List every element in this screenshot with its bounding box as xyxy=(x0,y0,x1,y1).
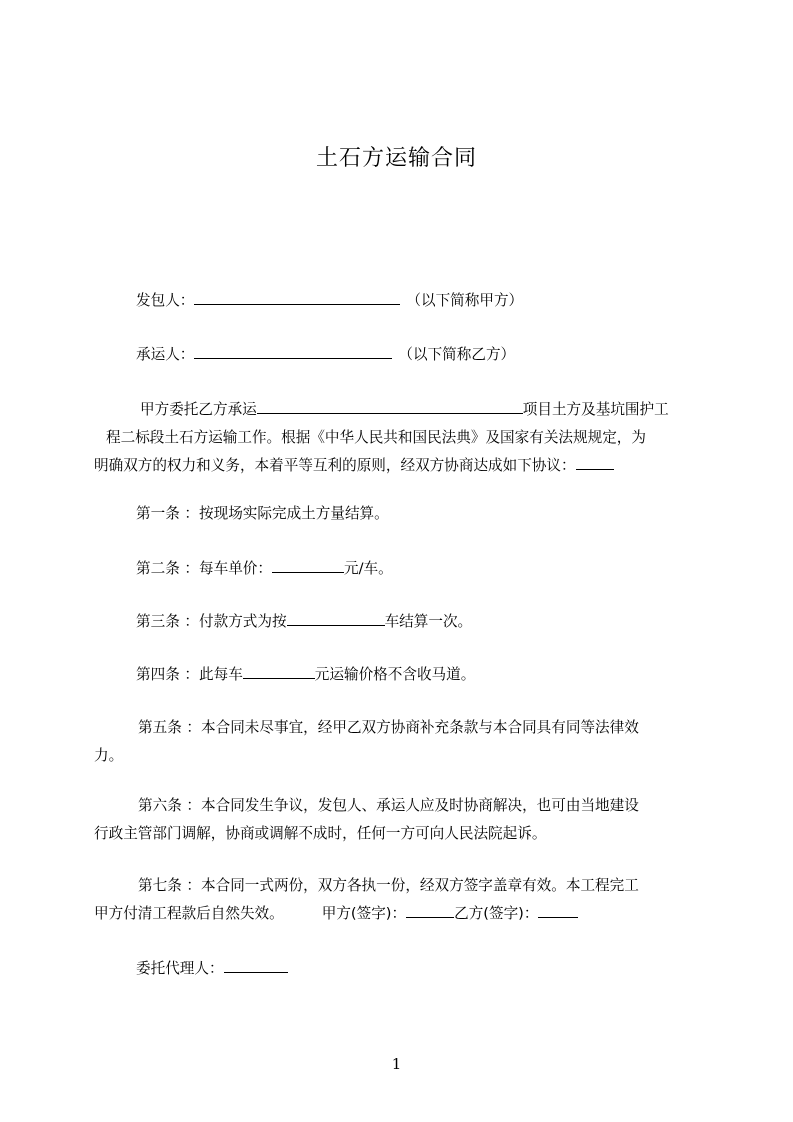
article-6 xyxy=(94,792,734,848)
issuer-label: 发包人： xyxy=(136,292,195,309)
article-2-prefix: 第二条 ：每车单价： xyxy=(136,560,272,577)
article-7-line-2 xyxy=(94,900,734,928)
article-5 xyxy=(94,714,734,770)
article-3-prefix: 第三条 ：付款方式为按 xyxy=(136,613,287,630)
article-5-line-1: 第五条 ：本合同未尽事宜，经甲乙双方协商补充条款与本合同具有同等法律效 xyxy=(138,719,639,736)
party-b-signature-label: 乙方(签字)： xyxy=(454,905,539,922)
party-b-signature-blank[interactable] xyxy=(538,903,578,918)
article-3 xyxy=(136,611,472,632)
per-truck-price-blank[interactable] xyxy=(243,664,315,679)
article-4 xyxy=(136,664,475,685)
carrier-blank[interactable] xyxy=(194,344,392,359)
party-a-signature-label: 甲方(签字)： xyxy=(321,905,407,922)
project-name-blank[interactable] xyxy=(257,399,523,414)
article-6-line-2: 行政主管部门调解，协商或调解不成时，任何一方可向人民法院起诉。 xyxy=(94,825,547,842)
intro-line-3-text: 明确双方的权力和义务，本着平等互利的原则，经双方协商达成如下协议： xyxy=(94,457,576,474)
article-7-line-2-text: 甲方付清工程款后自然失效。 xyxy=(94,905,284,922)
article-4-prefix: 第四条 ：此每车 xyxy=(136,666,243,683)
unit-price-blank[interactable] xyxy=(272,558,344,573)
intro-line-2: 程二标段土石方运输工作。根据《中华人民共和国民法典》及国家有关法规规定，为 xyxy=(106,429,646,446)
settlement-count-blank[interactable] xyxy=(287,611,385,626)
party-a-signature-blank[interactable] xyxy=(406,903,454,918)
article-7 xyxy=(94,872,734,928)
intro-line-1 xyxy=(94,396,734,424)
article-1: 第一条 ：按现场实际完成土方量结算。 xyxy=(136,505,389,522)
intro-line-3 xyxy=(94,452,734,480)
article-2-suffix: 元/车。 xyxy=(343,560,393,577)
article-5-line-2: 力。 xyxy=(94,747,124,764)
article-2 xyxy=(136,558,393,579)
issuer-suffix: （以下简称甲方） xyxy=(406,292,524,309)
page-number: 1 xyxy=(391,1055,402,1073)
article-4-suffix: 元运输价格不含收马道。 xyxy=(314,666,476,683)
article-7-line-1: 第七条 ：本合同一式两份，双方各执一份，经双方签字盖章有效。本工程完工 xyxy=(138,877,639,894)
intro-line-1-suffix: 项目土方及基坑围护工 xyxy=(522,401,669,418)
issuer-blank[interactable] xyxy=(194,290,400,305)
intro-trailing-blank[interactable] xyxy=(576,455,614,470)
issuer-line xyxy=(136,290,523,311)
intro-paragraph xyxy=(94,396,734,480)
agent-blank[interactable] xyxy=(224,958,288,973)
agent-label: 委托代理人： xyxy=(136,960,224,977)
carrier-line xyxy=(136,344,515,365)
intro-line-1-prefix: 甲方委托乙方承运 xyxy=(140,401,257,418)
carrier-label: 承运人： xyxy=(136,346,195,363)
article-6-line-1: 第六条 ：本合同发生争议，发包人、承运人应及时协商解决，也可由当地建设 xyxy=(138,797,639,814)
page-title: 土石方运输合同 xyxy=(315,146,477,171)
article-3-suffix: 车结算一次。 xyxy=(384,613,473,630)
carrier-suffix: （以下简称乙方） xyxy=(398,346,516,363)
agent-line xyxy=(136,958,288,979)
